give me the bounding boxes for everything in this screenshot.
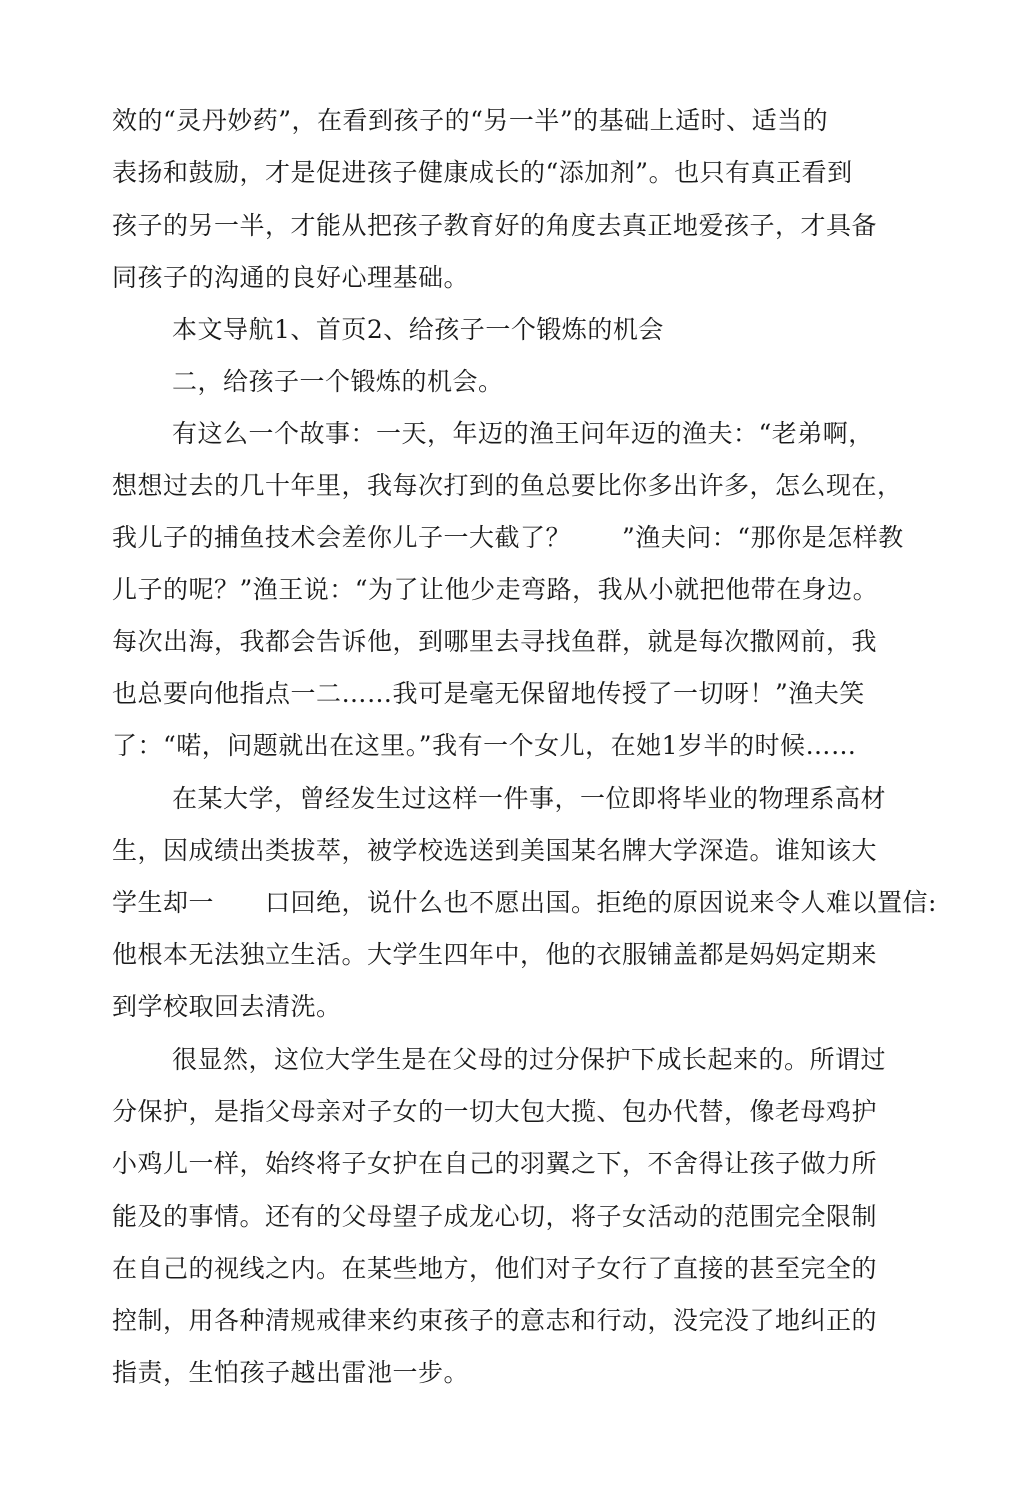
navigation-line: 本文导航1、首页2、给孩子一个锻炼的机会 <box>172 315 664 344</box>
text-line: 控制，用各种清规戒律来约束孩子的意志和行动，没完没了地纠正的 <box>112 1306 878 1335</box>
text-line: 想想过去的几十年里，我每次打到的鱼总要比你多出许多，怎么现在， <box>112 471 903 500</box>
text-line: 分保护，是指父母亲对子女的一切大包大揽、包办代替，像老母鸡护 <box>112 1097 878 1126</box>
text-line: 效的“灵丹妙药”，在看到孩子的“另一半”的基础上适时、适当的 <box>112 106 829 135</box>
text-line: 也总要向他指点一二……我可是毫无保留地传授了一切呀！”渔夫笑 <box>112 679 865 708</box>
text-line: 在某大学，曾经发生过这样一件事，一位即将毕业的物理系高材 <box>172 784 887 813</box>
text-line: 表扬和鼓励，才是促进孩子健康成长的“添加剂”。也只有真正看到 <box>112 158 853 187</box>
text-line: 小鸡儿一样，始终将子女护在自己的羽翼之下，不舍得让孩子做力所 <box>112 1149 878 1178</box>
text-line: 生，因成绩出类拔萃，被学校选送到美国某名牌大学深造。谁知该大 <box>112 836 878 865</box>
text-line: 在自己的视线之内。在某些地方，他们对子女行了直接的甚至完全的 <box>112 1254 878 1283</box>
text-line: 很显然，这位大学生是在父母的过分保护下成长起来的。所谓过 <box>172 1045 887 1074</box>
text-line: 到学校取回去清洗。 <box>112 992 342 1021</box>
text-line: 能及的事情。还有的父母望子成龙心切，将子女活动的范围完全限制 <box>112 1202 878 1231</box>
text-line: 学生却一 口回绝，说什么也不愿出国。拒绝的原因说来令人难以置信: <box>112 888 937 917</box>
text-line: 儿子的呢？”渔王说：“为了让他少走弯路，我从小就把他带在身边。 <box>112 575 879 604</box>
text-line: 有这么一个故事：一天，年迈的渔王问年迈的渔夫：“老弟啊， <box>172 419 874 448</box>
text-line: 指责，生怕孩子越出雷池一步。 <box>112 1358 470 1387</box>
text-line: 我儿子的捕鱼技术会差你儿子一大截了？ ”渔夫问：“那你是怎样教 <box>112 523 904 552</box>
section-heading: 二，给孩子一个锻炼的机会。 <box>172 367 504 396</box>
text-line: 了：“喏，问题就出在这里。”我有一个女儿，在她1岁半的时候…… <box>112 731 857 760</box>
text-line: 他根本无法独立生活。大学生四年中，他的衣服铺盖都是妈妈定期来 <box>112 940 878 969</box>
text-line: 同孩子的沟通的良好心理基础。 <box>112 263 470 292</box>
text-line: 每次出海，我都会告诉他，到哪里去寻找鱼群，就是每次撒网前，我 <box>112 627 878 656</box>
text-line: 孩子的另一半，才能从把孩子教育好的角度去真正地爱孩子，才具备 <box>112 211 878 240</box>
